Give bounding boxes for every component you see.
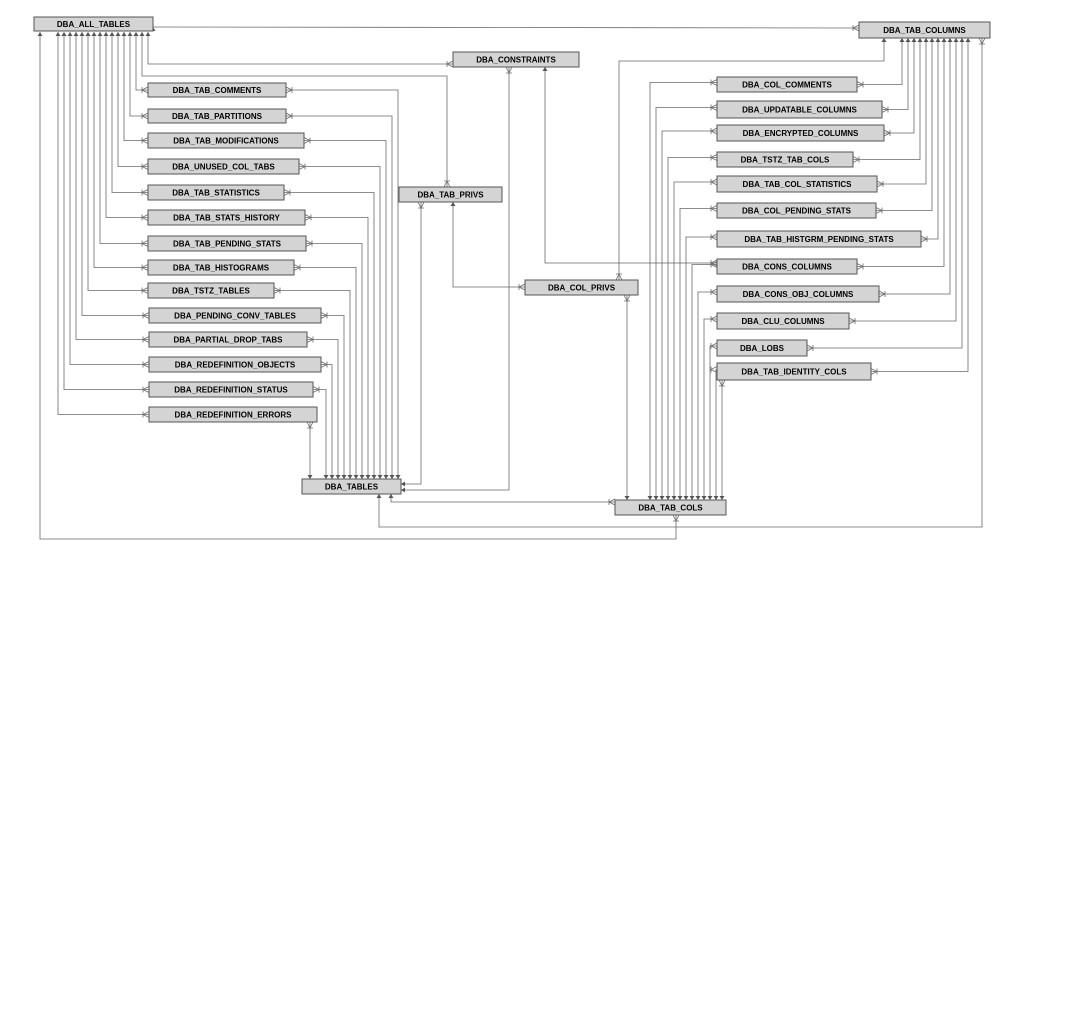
entity-label: DBA_ALL_TABLES (56, 20, 131, 29)
relationship-line (82, 32, 149, 316)
arrowhead-marker (384, 475, 389, 479)
arrowhead-marker (396, 475, 401, 479)
arrowhead-marker (648, 496, 653, 500)
arrowhead-marker (308, 475, 313, 479)
arrowhead-marker (92, 32, 97, 36)
entity-dba-tab-modifications[interactable] (148, 133, 304, 148)
entity-dba-col-pending-stats[interactable] (717, 203, 876, 218)
arrowhead-marker (128, 32, 133, 36)
relationship-line (545, 67, 717, 263)
entity-dba-unused-col-tabs[interactable] (148, 159, 299, 174)
arrowhead-marker (80, 32, 85, 36)
entity-dba-tab-partitions[interactable] (148, 109, 286, 123)
entity-label: DBA_PENDING_CONV_TABLES (174, 311, 296, 321)
entity-label: DBA_TAB_PRIVS (417, 190, 484, 200)
arrowhead-marker (110, 32, 115, 36)
relationship-line (148, 32, 453, 64)
arrowhead-marker (696, 496, 701, 500)
relationship-line (884, 38, 914, 133)
arrowhead-marker (936, 38, 941, 42)
entity-dba-redefinition-errors[interactable] (149, 407, 317, 422)
arrowhead-marker (330, 475, 335, 479)
arrowhead-marker (372, 475, 377, 479)
arrowhead-marker (666, 496, 671, 500)
relationship-line (453, 202, 525, 287)
arrowhead-marker (906, 38, 911, 42)
entity-label: DBA_TAB_STATISTICS (172, 188, 260, 198)
arrowhead-marker (86, 32, 91, 36)
entity-dba-tab-columns[interactable] (859, 22, 990, 38)
arrowhead-marker (900, 38, 905, 42)
entity-label: DBA_TAB_COLUMNS (883, 26, 966, 35)
arrowhead-marker (378, 475, 383, 479)
entity-label: DBA_TAB_STATS_HISTORY (173, 213, 280, 223)
arrowhead-marker (942, 38, 947, 42)
entity-dba-col-comments[interactable] (717, 77, 857, 92)
arrowhead-marker (122, 32, 127, 36)
arrowhead-marker (625, 496, 630, 500)
entity-dba-tab-cols[interactable] (615, 500, 726, 515)
arrowhead-marker (690, 496, 695, 500)
arrowhead-marker (336, 475, 341, 479)
arrowhead-marker (672, 496, 677, 500)
entity-label: DBA_CLU_COLUMNS (741, 317, 825, 326)
arrowhead-marker (882, 38, 887, 42)
relationship-line (871, 38, 968, 372)
relationship-line (94, 32, 148, 268)
entity-label: DBA_TSTZ_TABLES (172, 286, 250, 296)
arrowhead-marker (451, 202, 456, 206)
entity-label: DBA_COL_COMMENTS (742, 80, 832, 90)
entity-dba-tab-col-statistics[interactable] (717, 176, 877, 192)
arrowhead-marker (660, 496, 665, 500)
relationship-line (58, 32, 149, 415)
entity-dba-tab-comments[interactable] (148, 83, 286, 97)
relationship-line (305, 218, 368, 480)
entity-dba-redefinition-objects[interactable] (149, 357, 321, 372)
entity-label: DBA_CONSTRAINTS (476, 55, 556, 65)
arrowhead-marker (954, 38, 959, 42)
entity-label: DBA_TAB_COMMENTS (172, 86, 262, 95)
entity-dba-cons-columns[interactable] (717, 259, 857, 274)
entity-dba-tab-pending-stats[interactable] (148, 236, 306, 251)
entity-dba-all-tables[interactable] (34, 17, 153, 31)
arrowhead-marker (38, 32, 43, 36)
relationship-line (153, 27, 859, 28)
entity-label: DBA_TAB_PENDING_STATS (172, 239, 282, 249)
arrowhead-marker (678, 496, 683, 500)
entity-label: DBA_TAB_HISTOGRAMS (172, 263, 270, 273)
arrowhead-marker (140, 32, 145, 36)
relationship-line (692, 265, 717, 501)
entity-label: DBA_TAB_HISTGRM_PENDING_STATS (744, 235, 894, 244)
entity-dba-tstz-tab-cols[interactable] (717, 152, 853, 167)
entity-label: DBA_ENCRYPTED_COLUMNS (742, 129, 859, 138)
arrowhead-marker (654, 496, 659, 500)
entity-label: DBA_TSTZ_TAB_COLS (740, 155, 830, 165)
arrowhead-marker (146, 32, 151, 36)
entity-dba-tab-histgrm-pending-stats[interactable] (717, 231, 921, 247)
relationship-line (662, 131, 717, 500)
entity-dba-encrypted-columns[interactable] (717, 125, 884, 141)
relationship-line (391, 494, 615, 502)
entity-label: DBA_UNUSED_COL_TABS (172, 162, 275, 172)
relationship-line (921, 38, 938, 239)
arrowhead-marker (74, 32, 79, 36)
entity-dba-lobs[interactable] (717, 340, 807, 356)
arrowhead-marker (134, 32, 139, 36)
entity-label: DBA_COL_PENDING_STATS (741, 206, 852, 216)
entity-label: DBA_REDEFINITION_STATUS (174, 385, 288, 395)
arrowhead-marker (62, 32, 67, 36)
arrowhead-marker (98, 32, 103, 36)
entity-label: DBA_TAB_MODIFICATIONS (173, 136, 279, 146)
relationship-line (680, 209, 717, 501)
entity-dba-tstz-tables[interactable] (148, 283, 274, 298)
arrowhead-marker (966, 38, 971, 42)
arrowhead-marker (401, 488, 405, 493)
relationship-line (716, 370, 717, 501)
arrowhead-marker (342, 475, 347, 479)
relationship-line (656, 108, 717, 501)
entity-label: DBA_TABLES (324, 482, 379, 492)
arrowhead-marker (56, 32, 61, 36)
entity-label: DBA_TAB_PARTITIONS (172, 112, 262, 121)
arrowhead-marker (104, 32, 109, 36)
arrowhead-marker (918, 38, 923, 42)
arrowhead-marker (714, 496, 719, 500)
relationship-line (321, 365, 332, 480)
relationship-line (76, 32, 149, 340)
arrowhead-marker (324, 475, 329, 479)
arrowhead-marker (702, 496, 707, 500)
relationship-line (321, 316, 344, 480)
entity-dba-partial-drop-tabs[interactable] (149, 332, 307, 347)
arrowhead-marker (366, 475, 371, 479)
relationship-line (130, 32, 148, 116)
arrowhead-marker (377, 494, 382, 498)
arrowhead-marker (684, 496, 689, 500)
relationship-line (650, 83, 717, 501)
entity-label: DBA_TAB_IDENTITY_COLS (741, 367, 847, 377)
entity-dba-clu-columns[interactable] (717, 313, 849, 329)
entity-label: DBA_REDEFINITION_OBJECTS (174, 360, 296, 370)
entity-label: DBA_CONS_COLUMNS (742, 262, 832, 272)
entity-label: DBA_TAB_COLS (638, 503, 703, 513)
relationship-line (294, 268, 356, 480)
arrowhead-marker (543, 67, 548, 71)
arrowhead-marker (401, 482, 405, 487)
entity-dba-cons-obj-columns[interactable] (717, 286, 879, 302)
relationship-line (698, 292, 717, 500)
arrowhead-marker (948, 38, 953, 42)
relationship-line (379, 38, 982, 527)
entity-label: DBA_TAB_COL_STATISTICS (742, 180, 852, 189)
arrowhead-marker (930, 38, 935, 42)
arrowhead-marker (68, 32, 73, 36)
relationship-line (674, 182, 717, 500)
entity-boxes (34, 17, 990, 515)
relationship-line (876, 38, 932, 211)
arrowhead-marker (389, 494, 394, 498)
relationship-line (882, 38, 908, 110)
relationship-line (879, 38, 950, 294)
arrowhead-marker (116, 32, 121, 36)
entity-dba-tables[interactable] (302, 479, 401, 494)
entity-dba-col-privs[interactable] (525, 280, 638, 295)
entity-dba-constraints[interactable] (453, 52, 579, 67)
entity-label: DBA_PARTIAL_DROP_TABS (173, 335, 283, 345)
arrowhead-marker (360, 475, 365, 479)
arrowhead-marker (924, 38, 929, 42)
entity-label: DBA_LOBS (739, 344, 785, 353)
entity-dba-redefinition-status[interactable] (149, 382, 313, 397)
entity-label: DBA_CONS_OBJ_COLUMNS (742, 290, 854, 299)
entity-dba-tab-stats-history[interactable] (148, 210, 305, 225)
arrowhead-marker (390, 475, 395, 479)
entity-dba-tab-identity-cols[interactable] (717, 363, 871, 380)
relationship-line (313, 390, 326, 480)
entity-dba-tab-statistics[interactable] (148, 185, 284, 200)
arrowhead-marker (708, 496, 713, 500)
arrowhead-marker (348, 475, 353, 479)
entity-label: DBA_REDEFINITION_ERRORS (174, 410, 292, 420)
relationship-line (118, 32, 148, 167)
arrowhead-marker (720, 496, 725, 500)
entity-label: DBA_COL_PRIVS (547, 283, 616, 293)
entity-dba-tab-privs[interactable] (399, 187, 502, 202)
entity-dba-tab-histograms[interactable] (148, 260, 294, 275)
relationship-line (401, 67, 509, 490)
entity-label: DBA_UPDATABLE_COLUMNS (742, 105, 857, 115)
arrowhead-marker (960, 38, 965, 42)
relationship-line (286, 116, 392, 479)
arrowhead-marker (912, 38, 917, 42)
relationship-line (401, 202, 421, 484)
entity-dba-pending-conv-tables[interactable] (149, 308, 321, 323)
arrowhead-marker (354, 475, 359, 479)
entity-dba-updatable-columns[interactable] (717, 101, 882, 118)
